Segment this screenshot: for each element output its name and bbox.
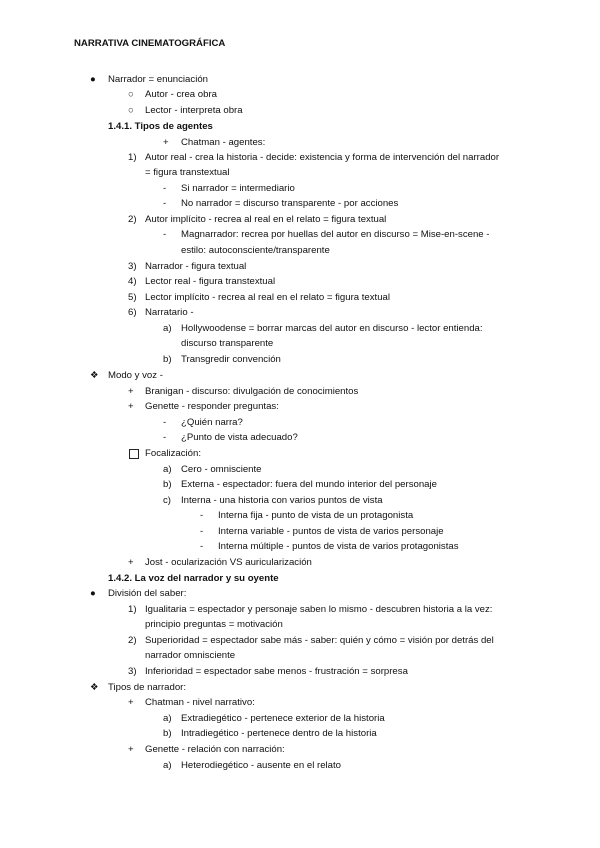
letter-marker: a)	[163, 323, 172, 334]
list-item: Interna - una historia con varios puntos de vista	[181, 495, 383, 506]
list-item: Autor - crea obra	[145, 89, 217, 100]
number-marker: 3)	[128, 666, 137, 677]
list-item: Interna fija - punto de vista de un protagonista	[218, 510, 414, 521]
list-item: No narrador = discurso transparente - por acciones	[181, 198, 399, 209]
number-marker: 6)	[128, 307, 137, 318]
number-marker: 4)	[128, 276, 137, 287]
list-item: Hollywoodense = borrar marcas del autor en discurso - lector entienda:	[181, 323, 483, 334]
list-item: ¿Punto de vista adecuado?	[181, 432, 298, 443]
number-marker: 1)	[128, 604, 137, 615]
dash-marker: -	[163, 183, 167, 194]
list-item: Lector implícito - recrea al real en el relato = figura textual	[145, 292, 391, 303]
section-heading: 1.4.1. Tipos de agentes	[108, 121, 213, 132]
list-item: Heterodiegético - ausente en el relato	[181, 760, 341, 771]
letter-marker: b)	[163, 354, 172, 365]
letter-marker: a)	[163, 464, 172, 475]
list-item: Genette - relación con narración:	[145, 744, 285, 755]
letter-marker: b)	[163, 728, 172, 739]
list-item: Chatman - agentes:	[181, 137, 266, 148]
list-item: Lector real - figura transtextual	[145, 276, 276, 287]
checkbox-square-icon	[129, 449, 139, 459]
list-item: Interna variable - puntos de vista de varios personaje	[218, 526, 444, 537]
list-item: Narrador = enunciación	[108, 74, 208, 85]
list-item: Narrador - figura textual	[145, 261, 247, 272]
list-item: Extradiegético - pertenece exterior de la historia	[181, 713, 385, 724]
list-item: Magnarrador: recrea por huellas del autor en discurso = Mise-en-scene -	[181, 229, 490, 240]
number-marker: 5)	[128, 292, 137, 303]
dash-marker: -	[200, 526, 204, 537]
list-item: Focalización:	[145, 448, 201, 459]
plus-marker: +	[128, 744, 134, 755]
list-item-continuation: = figura transtextual	[145, 167, 230, 178]
diamond-marker: ❖	[90, 682, 99, 693]
list-item: ¿Quién narra?	[181, 417, 243, 428]
letter-marker: b)	[163, 479, 172, 490]
list-item: Branigan - discurso: divulgación de conocimientos	[145, 386, 359, 397]
list-item: Modo y voz -	[108, 370, 163, 381]
list-item: Interna múltiple - puntos de vista de varios protagonistas	[218, 541, 459, 552]
number-marker: 3)	[128, 261, 137, 272]
list-item: Igualitaria = espectador y personaje saben lo mismo - descubren historia a la vez:	[145, 604, 493, 615]
circle-marker: ○	[128, 105, 134, 116]
list-item: Transgredir convención	[181, 354, 281, 365]
circle-marker: ○	[128, 89, 134, 100]
dash-marker: -	[163, 417, 167, 428]
number-marker: 2)	[128, 214, 137, 225]
diamond-marker: ❖	[90, 370, 99, 381]
dash-marker: -	[200, 510, 204, 521]
dash-marker: -	[200, 541, 204, 552]
list-item: Chatman - nivel narrativo:	[145, 697, 255, 708]
section-heading: 1.4.2. La voz del narrador y su oyente	[108, 573, 279, 584]
plus-marker: +	[128, 697, 134, 708]
number-marker: 1)	[128, 152, 137, 163]
plus-marker: +	[128, 557, 134, 568]
list-item: Autor real - crea la historia - decide: existencia y forma de intervención del narrador	[145, 152, 500, 163]
list-item: Genette - responder preguntas:	[145, 401, 279, 412]
list-item: Lector - interpreta obra	[145, 105, 243, 116]
number-marker: 2)	[128, 635, 137, 646]
list-item: Autor implícito - recrea al real en el relato = figura textual	[145, 214, 387, 225]
letter-marker: a)	[163, 760, 172, 771]
list-item-continuation: estilo: autoconsciente/transparente	[181, 245, 330, 256]
letter-marker: a)	[163, 713, 172, 724]
plus-marker: +	[128, 401, 134, 412]
list-item-continuation: discurso transparente	[181, 338, 274, 349]
document-title: NARRATIVA CINEMATOGRÁFICA	[74, 38, 226, 49]
list-item-continuation: principio preguntas = motivación	[145, 619, 283, 630]
list-item: Superioridad = espectador sabe más - saber: quién y cómo = visión por detrás del	[145, 635, 494, 646]
list-item: Intradiegético - pertenece dentro de la historia	[181, 728, 377, 739]
plus-marker: +	[128, 386, 134, 397]
list-item: Narratario -	[145, 307, 194, 318]
list-item: Inferioridad = espectador sabe menos - frustración = sorpresa	[145, 666, 408, 677]
bullet-marker: ●	[90, 74, 96, 85]
list-item-continuation: narrador omnisciente	[145, 650, 236, 661]
letter-marker: c)	[163, 495, 171, 506]
dash-marker: -	[163, 229, 167, 240]
bullet-marker: ●	[90, 588, 96, 599]
list-item: Cero - omnisciente	[181, 464, 262, 475]
plus-marker: +	[163, 137, 169, 148]
dash-marker: -	[163, 432, 167, 443]
list-item: Si narrador = intermediario	[181, 183, 295, 194]
list-item: Tipos de narrador:	[108, 682, 187, 693]
list-item: Jost - ocularización VS auricularización	[145, 557, 312, 568]
dash-marker: -	[163, 198, 167, 209]
list-item: Externa - espectador: fuera del mundo interior del personaje	[181, 479, 437, 490]
list-item: División del saber:	[108, 588, 187, 599]
